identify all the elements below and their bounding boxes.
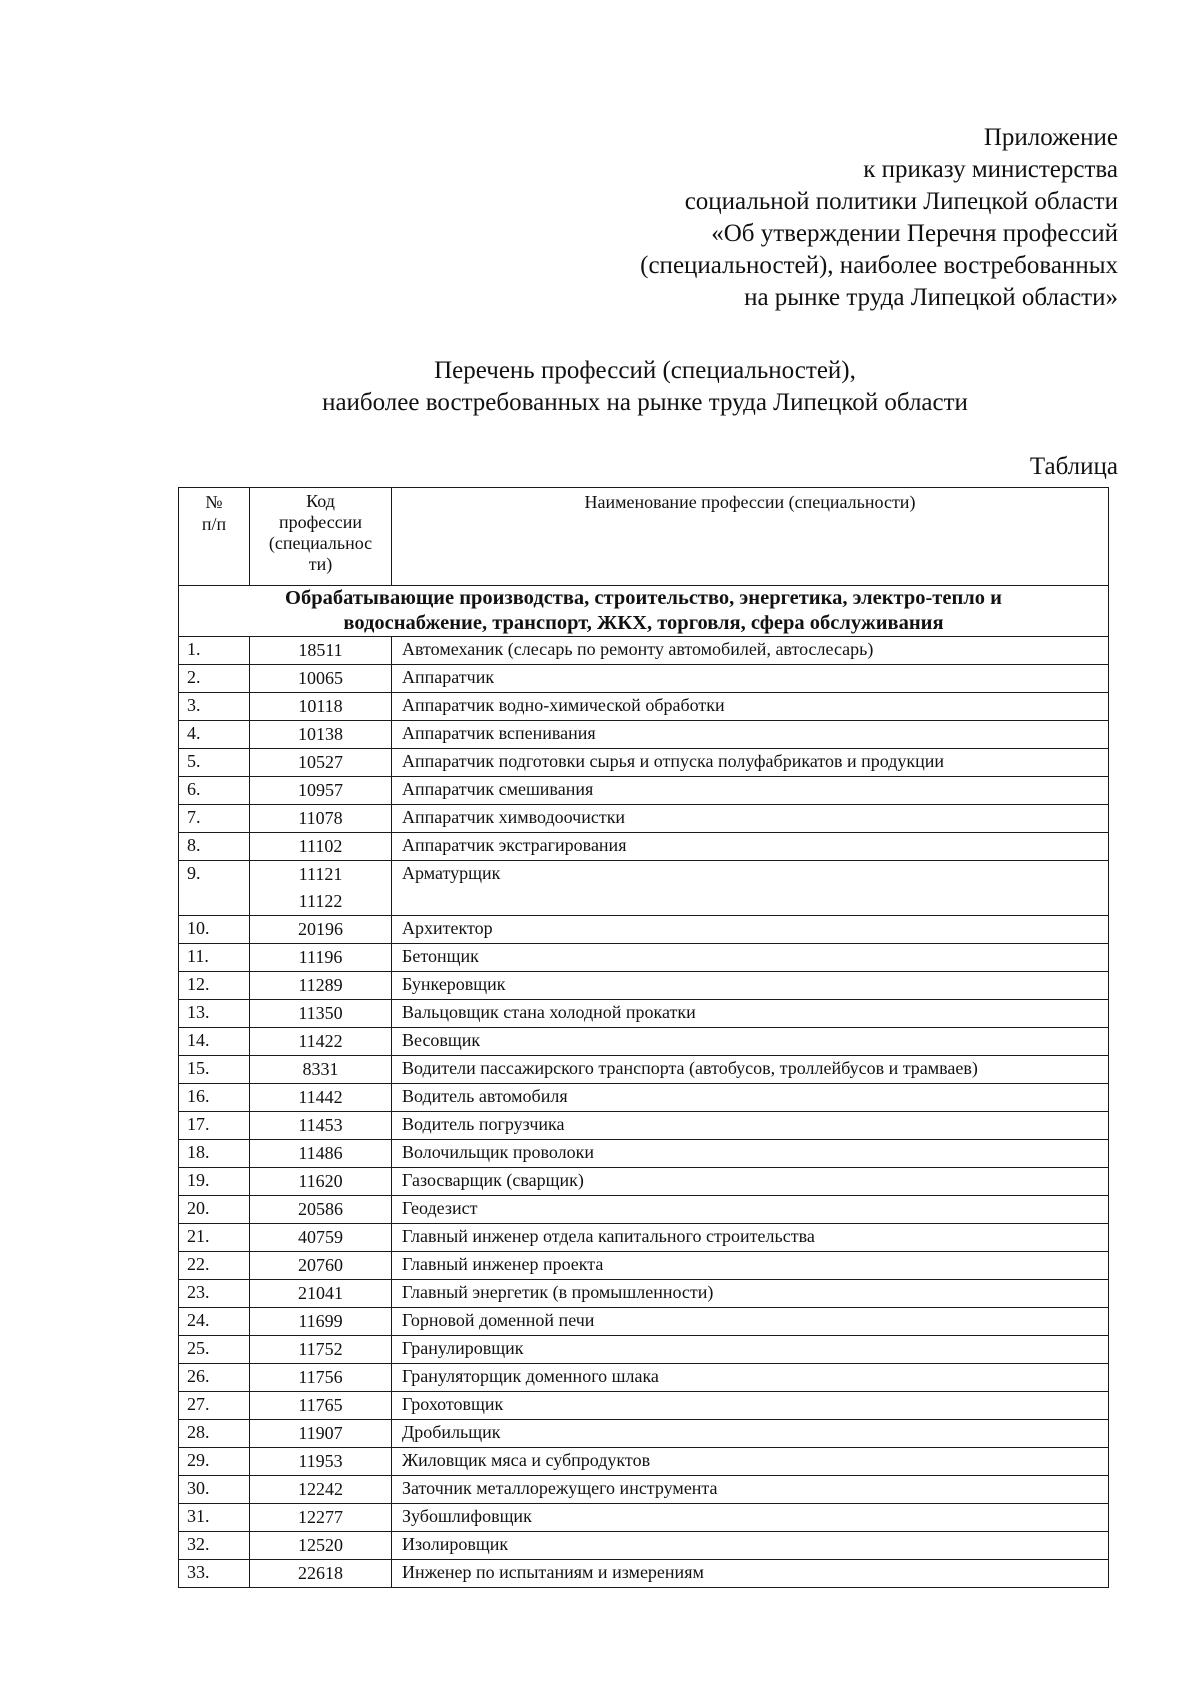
table-row [179,1476,1109,1504]
row-number: 6. [179,777,250,805]
row-profession-name: Водители пассажирского транспорта (автобусов, троллейбусов и трамваев) [392,1056,1109,1084]
table-row [179,693,1109,721]
row-profession-name: Аппаратчик экстрагирования [392,833,1109,861]
profession-code: 11196 [298,947,343,967]
row-profession-name: Архитектор [392,916,1109,944]
row-profession-name: Заточник металлорежущего инструмента [392,1476,1109,1504]
profession-code: 11289 [298,975,343,995]
profession-code: 11699 [298,1311,343,1331]
row-code [250,944,392,972]
table-row [179,1140,1109,1168]
profession-code: 22618 [298,1563,343,1583]
profession-code: 40759 [298,1227,343,1247]
row-code [250,1448,392,1476]
table-row [179,1168,1109,1196]
profession-code: 11453 [298,1115,343,1135]
table-row [179,1280,1109,1308]
row-code [250,1308,392,1336]
table-row [179,1420,1109,1448]
appendix-line: «Об утверждении Перечня профессий [711,220,1118,247]
title-line-2: наиболее востребованных на рынке труда Липецкой области [322,389,968,416]
row-code [250,1140,392,1168]
row-code [250,637,392,665]
table-row [179,777,1109,805]
table-row [179,1560,1109,1588]
row-number: 8. [179,833,250,861]
row-profession-name: Арматурщик [392,861,1109,916]
row-profession-name: Весовщик [392,1028,1109,1056]
row-profession-name: Аппаратчик [392,665,1109,693]
row-number: 12. [179,972,250,1000]
row-profession-name: Гранулировщик [392,1336,1109,1364]
row-number: 9. [179,861,250,916]
row-number: 13. [179,1000,250,1028]
professions-table [178,487,1109,1588]
row-number: 7. [179,805,250,833]
table-row [179,1336,1109,1364]
row-number: 22. [179,1252,250,1280]
table-row [179,749,1109,777]
profession-code: 11620 [298,1171,343,1191]
row-profession-name: Бетонщик [392,944,1109,972]
header-code-line: (специальнос [268,533,373,553]
appendix-line: социальной политики Липецкой области [684,188,1118,215]
row-profession-name: Главный инженер проекта [392,1252,1109,1280]
row-profession-name: Водитель автомобиля [392,1084,1109,1112]
profession-code: 12242 [298,1479,343,1499]
row-number: 24. [179,1308,250,1336]
document-title [170,355,1120,419]
table-header-row [179,488,1109,586]
row-code [250,1056,392,1084]
row-number: 27. [179,1392,250,1420]
table-row [179,1448,1109,1476]
row-code [250,1112,392,1140]
row-code [250,1168,392,1196]
row-number: 10. [179,916,250,944]
header-number-line: № [205,492,223,512]
row-number: 32. [179,1532,250,1560]
row-number: 15. [179,1056,250,1084]
row-number: 16. [179,1084,250,1112]
table-row [179,833,1109,861]
section-line-2: водоснабжение, транспорт, ЖКХ, торговля, сфера обслуживания [343,612,944,634]
row-code [250,1364,392,1392]
profession-code: 11442 [298,1087,343,1107]
profession-code: 18511 [298,640,343,660]
row-code [250,1280,392,1308]
row-profession-name: Горновой доменной печи [392,1308,1109,1336]
profession-code: 10957 [298,780,343,800]
row-number: 3. [179,693,250,721]
section-heading [179,586,1109,637]
row-code [250,1532,392,1560]
table-row [179,721,1109,749]
row-number: 25. [179,1336,250,1364]
table-row [179,637,1109,665]
profession-code: 11953 [298,1451,343,1471]
row-profession-name: Аппаратчик химводоочистки [392,805,1109,833]
row-number: 1. [179,637,250,665]
row-number: 11. [179,944,250,972]
row-profession-name: Дробильщик [392,1420,1109,1448]
profession-code: 11122 [298,891,343,911]
row-code [250,1392,392,1420]
row-code [250,1028,392,1056]
row-profession-name: Аппаратчик вспенивания [392,721,1109,749]
profession-code: 20196 [298,919,343,939]
row-number: 4. [179,721,250,749]
profession-code: 11486 [298,1143,343,1163]
row-code [250,1336,392,1364]
row-number: 33. [179,1560,250,1588]
row-number: 5. [179,749,250,777]
profession-code: 21041 [298,1283,343,1303]
row-profession-name: Водитель погрузчика [392,1112,1109,1140]
row-profession-name: Автомеханик (слесарь по ремонту автомобилей, автослесарь) [392,637,1109,665]
profession-code: 11121 [298,864,343,884]
row-profession-name: Газосварщик (сварщик) [392,1168,1109,1196]
row-code [250,1560,392,1588]
row-profession-name: Зубошлифовщик [392,1504,1109,1532]
row-code [250,1000,392,1028]
profession-code: 10138 [298,724,343,744]
row-code [250,1224,392,1252]
profession-code: 11422 [298,1031,343,1051]
row-number: 21. [179,1224,250,1252]
appendix-line: Приложение [983,124,1118,151]
row-code [250,861,392,916]
table-row [179,1196,1109,1224]
table-row [179,861,1109,916]
row-code [250,749,392,777]
header-code-line: ти) [308,554,333,574]
row-code [250,1504,392,1532]
row-code [250,1420,392,1448]
row-code [250,1476,392,1504]
table-row [179,972,1109,1000]
row-profession-name: Бункеровщик [392,972,1109,1000]
section-row [179,586,1109,637]
row-number: 23. [179,1280,250,1308]
row-number: 30. [179,1476,250,1504]
table-row [179,1000,1109,1028]
header-code-line: Код [306,491,335,511]
table-row [179,1028,1109,1056]
row-profession-name: Главный инженер отдела капитального строительства [392,1224,1109,1252]
profession-code: 10118 [298,696,343,716]
profession-code: 11078 [298,808,343,828]
row-code [250,916,392,944]
table-row [179,1224,1109,1252]
table-row [179,916,1109,944]
table-row [179,1084,1109,1112]
table-row [179,1056,1109,1084]
profession-code: 10527 [298,752,343,772]
row-profession-name: Изолировщик [392,1532,1109,1560]
row-code [250,1084,392,1112]
row-profession-name: Геодезист [392,1196,1109,1224]
row-code [250,1252,392,1280]
row-code [250,1196,392,1224]
header-number-line: п/п [201,514,227,534]
profession-code: 11102 [298,836,343,856]
profession-code: 11350 [298,1003,343,1023]
row-number: 19. [179,1168,250,1196]
row-number: 17. [179,1112,250,1140]
row-profession-name: Аппаратчик подготовки сырья и отпуска полуфабрикатов и продукции [392,749,1109,777]
row-profession-name: Грануляторщик доменного шлака [392,1364,1109,1392]
table-row [179,805,1109,833]
row-code [250,665,392,693]
row-profession-name: Жиловщик мяса и субпродуктов [392,1448,1109,1476]
appendix-line: к приказу министерства [863,156,1118,183]
row-profession-name: Вальцовщик стана холодной прокатки [392,1000,1109,1028]
profession-code: 20586 [298,1199,343,1219]
row-number: 29. [179,1448,250,1476]
table-row [179,1504,1109,1532]
row-number: 14. [179,1028,250,1056]
row-number: 18. [179,1140,250,1168]
row-profession-name: Главный энергетик (в промышленности) [392,1280,1109,1308]
profession-code: 8331 [302,1059,339,1079]
row-number: 31. [179,1504,250,1532]
row-code [250,777,392,805]
profession-code: 12520 [298,1535,343,1555]
row-profession-name: Волочильщик проволоки [392,1140,1109,1168]
row-number: 28. [179,1420,250,1448]
table-row [179,1532,1109,1560]
appendix-block [640,122,1118,314]
row-number: 2. [179,665,250,693]
profession-code: 10065 [298,668,343,688]
row-code [250,721,392,749]
row-number: 26. [179,1364,250,1392]
title-line-1: Перечень профессий (специальностей), [434,357,856,384]
row-profession-name: Аппаратчик смешивания [392,777,1109,805]
header-code [250,488,392,586]
appendix-line: на рынке труда Липецкой области» [744,284,1118,311]
table-row [179,1252,1109,1280]
profession-code: 12277 [298,1507,343,1527]
row-code [250,972,392,1000]
table-row [179,1364,1109,1392]
profession-code: 11752 [298,1339,343,1359]
header-number [179,488,250,586]
row-code [250,833,392,861]
table-row [179,1392,1109,1420]
table-row [179,665,1109,693]
row-profession-name: Инженер по испытаниям и измерениям [392,1560,1109,1588]
row-code [250,805,392,833]
table-row [179,1308,1109,1336]
row-code [250,693,392,721]
profession-code: 11907 [298,1423,343,1443]
header-profession-name: Наименование профессии (специальности) [392,488,1109,586]
table-caption: Таблица [1029,453,1118,480]
table-row [179,1112,1109,1140]
row-profession-name: Грохотовщик [392,1392,1109,1420]
profession-code: 11756 [298,1367,343,1387]
row-profession-name: Аппаратчик водно-химической обработки [392,693,1109,721]
table-row [179,944,1109,972]
row-number: 20. [179,1196,250,1224]
header-code-line: профессии [279,512,362,532]
section-line-1: Обрабатывающие производства, строительство, энергетика, электро-тепло и [285,587,1002,609]
profession-code: 11765 [298,1395,343,1415]
appendix-line: (специальностей), наиболее востребованных [640,252,1118,279]
profession-code: 20760 [298,1255,343,1275]
